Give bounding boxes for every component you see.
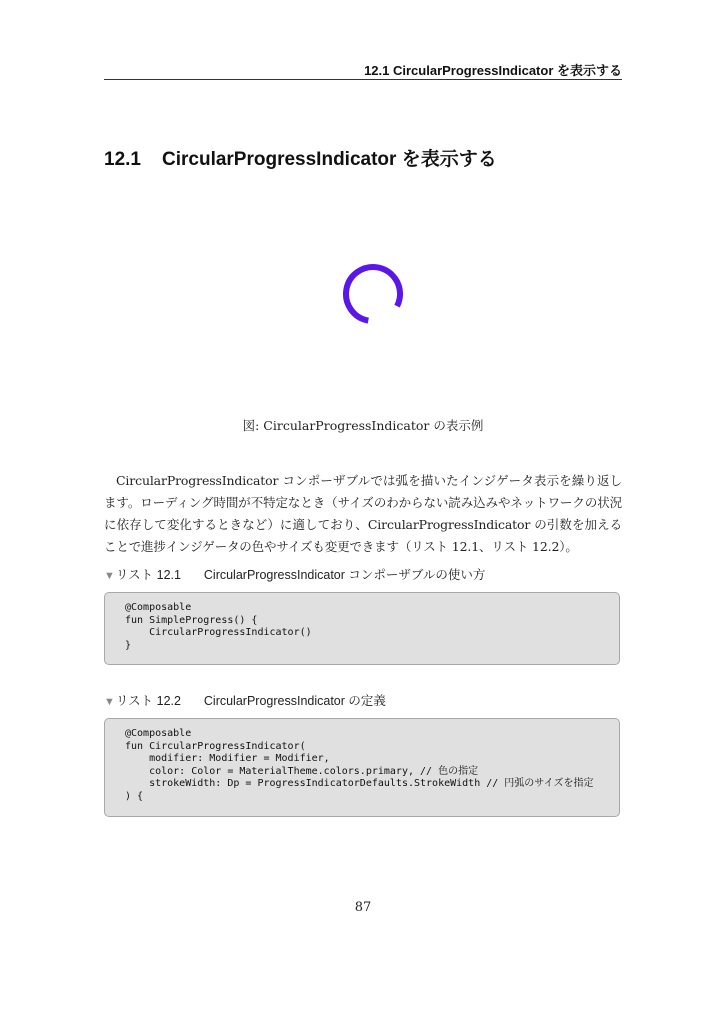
figure-caption: 図: CircularProgressIndicator の表示例 — [242, 418, 484, 433]
listing-caption-2 — [104, 692, 386, 711]
code-block-1 — [104, 592, 620, 665]
listing-title: CircularProgressIndicator の定義 — [203, 694, 386, 708]
code-line: fun SimpleProgress() { — [125, 614, 258, 626]
header-rule — [104, 79, 622, 80]
section-heading — [104, 146, 497, 174]
code-line: CircularProgressIndicator() — [125, 627, 312, 638]
page-number: 87 — [354, 900, 372, 915]
code-line: @Composable — [125, 728, 192, 739]
code-line: } — [125, 639, 132, 651]
code-block-2 — [104, 718, 620, 817]
code-line: ) { — [125, 790, 144, 802]
circular-progress-indicator — [337, 258, 409, 330]
listing-caption-1 — [104, 566, 485, 585]
section-number: 12.1 — [104, 149, 141, 170]
progress-arc — [342, 263, 405, 326]
code-line: @Composable — [125, 602, 192, 613]
listing-number: リスト 12.1 — [115, 568, 181, 582]
listing-number: リスト 12.2 — [115, 694, 181, 708]
code-line: color: Color = MaterialTheme.colors.primary, // 色の指定 — [125, 765, 479, 777]
code-line: strokeWidth: Dp = ProgressIndicatorDefaults.StrokeWidth // 円弧のサイズを指定 — [125, 778, 594, 789]
triangle-marker-icon: ▼ — [104, 696, 115, 708]
triangle-marker-icon: ▼ — [104, 570, 115, 582]
running-header: 12.1 CircularProgressIndicator を表示する — [364, 63, 622, 78]
code-line: fun CircularProgressIndicator( — [125, 740, 306, 752]
section-title-text: CircularProgressIndicator を表示する — [162, 149, 497, 170]
listing-title: CircularProgressIndicator コンポーザブルの使い方 — [203, 568, 486, 582]
body-paragraph: CircularProgressIndicator コンポーザブルでは弧を描いたインジゲータ表示を繰り返します。ローディング時間が不特定なとき（サイズのわからない読み込みやネットワークの状況に依存して変化するときなど）に適しており、CircularProgressIndicator の引数を加えることで進捗インジゲータの色やサイズも変更できます（リスト 12.1、リスト 12.2）。 — [104, 473, 622, 554]
code-line: modifier: Modifier = Modifier, — [125, 753, 330, 764]
